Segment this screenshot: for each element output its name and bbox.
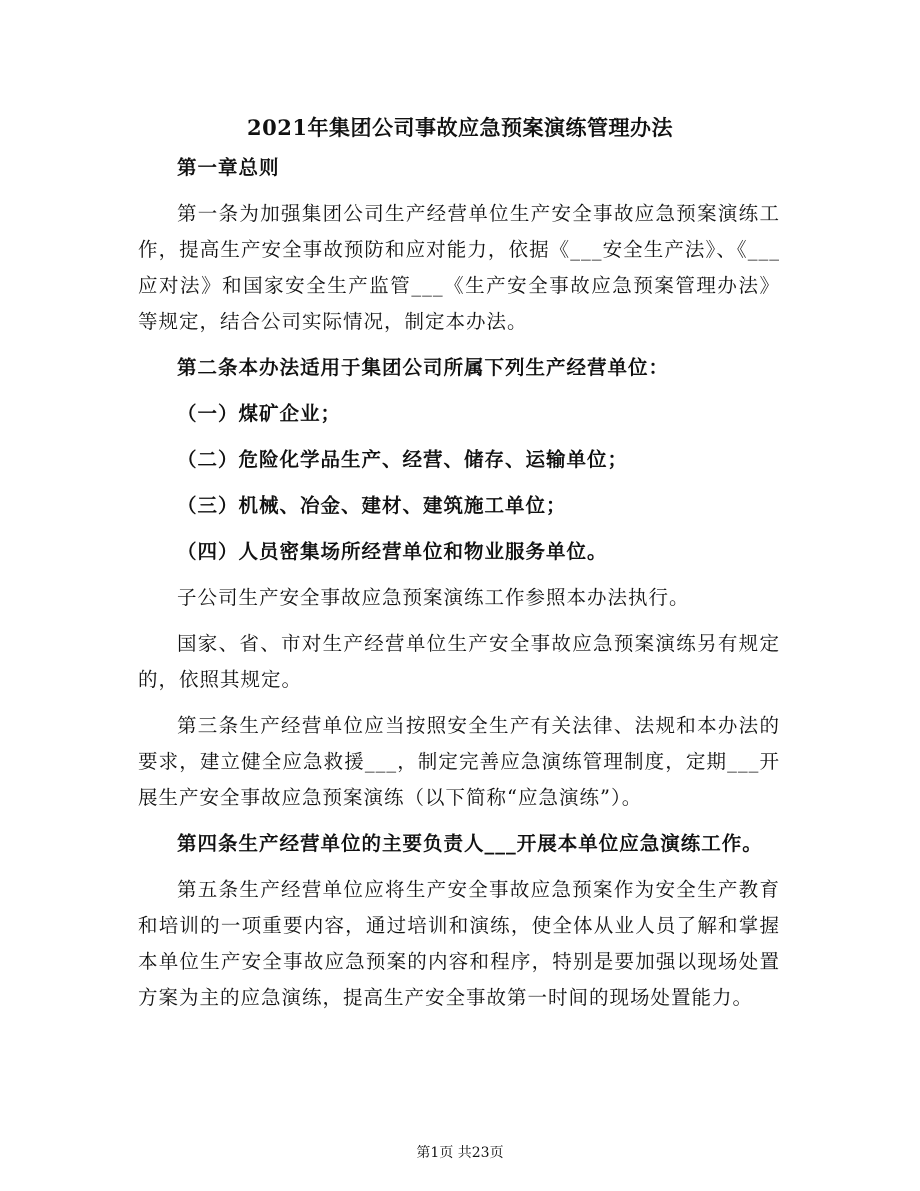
paragraph: 第五条生产经营单位应将生产安全事故应急预案作为安全生产教育和培训的一项重要内容，通过培训和演练，使全体从业人员了解和掌握本单位生产安全事故应急预案的内容和程序，特别是要加强以现场处置方案为主的应急演练，提高生产安全事故第一时间的现场处置能力。 (138, 878, 780, 1009)
paragraph: 第二条本办法适用于集团公司所属下列生产经营单位： (177, 356, 670, 379)
paragraph: （四）人员密集场所经营单位和物业服务单位。 (177, 540, 608, 563)
paragraph: 国家、省、市对生产经营单位生产安全事故应急预案演练另有规定的，依照其规定。 (138, 632, 780, 691)
paragraph: 第三条生产经营单位应当按照安全生产有关法律、法规和本办法的要求，建立健全应急救援___，制定完善应急演练管理制度，定期___开展生产安全事故应急预案演练（以下简称“应急演练”）。 (138, 714, 780, 809)
paragraph: 第一条为加强集团公司生产经营单位生产安全事故应急预案演练工作，提高生产安全事故预防和应对能力，依据《___安全生产法》、《___应对法》和国家安全生产监管___《生产安全事故应急预案管理办法》等规定，结合公司实际情况，制定本办法。 (138, 202, 780, 333)
paragraph: 第四条生产经营单位的主要负责人___开展本单位应急演练工作。 (177, 832, 763, 855)
paragraph: 子公司生产安全事故应急预案演练工作参照本办法执行。 (177, 586, 690, 609)
page-footer: 第1页 共23页 (416, 1145, 504, 1161)
paragraph: （一）煤矿企业； (177, 402, 342, 425)
paragraph: （二）危险化学品生产、经营、储存、运输单位； (177, 448, 629, 471)
document-title: 2021年集团公司事故应急预案演练管理办法 (247, 115, 673, 140)
paragraph: 第一章总则 (177, 156, 280, 179)
document-body (138, 150, 780, 1026)
paragraph: （三）机械、冶金、建材、建筑施工单位； (177, 494, 567, 517)
